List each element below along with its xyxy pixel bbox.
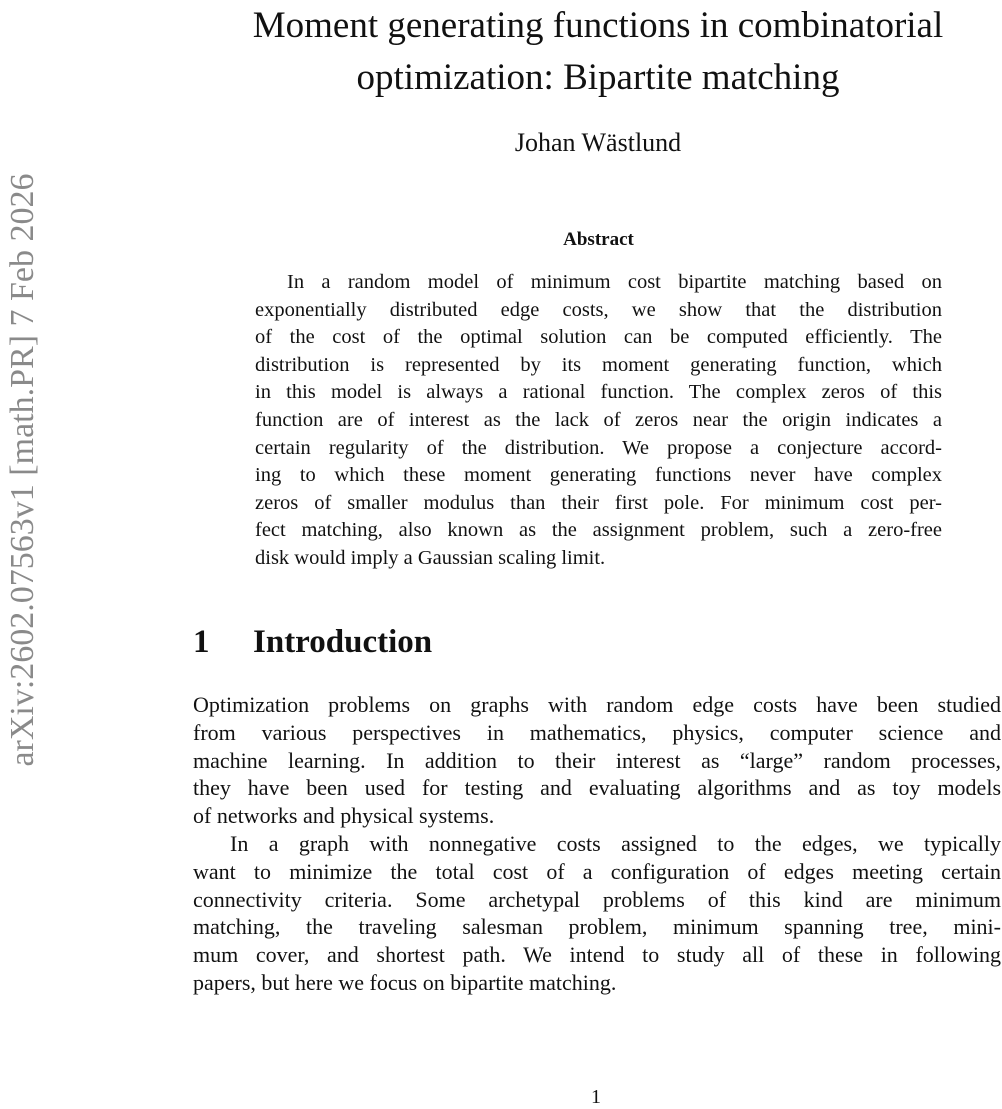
text-line: connectivity criteria. Some archetypal problems of this kind are minimum: [193, 886, 1001, 912]
text-line: Optimization problems on graphs with random edge costs have been studied: [193, 692, 1001, 717]
text-line: papers, but here we focus on bipartite matching.: [193, 969, 617, 995]
abstract-heading: Abstract: [563, 229, 634, 250]
text-line: In a graph with nonnegative costs assigned to the edges, we typically: [230, 830, 1001, 856]
text-line: ing to which these moment generating functions never have complex: [255, 464, 942, 487]
title-line: optimization: Bipartite matching: [356, 57, 840, 98]
text-line: In a random model of minimum cost bipartite matching based on: [287, 271, 942, 293]
text-line: zeros of smaller modulus than their first pole. For minimum cost per-: [255, 491, 942, 514]
title-line: Moment generating functions in combinatorial: [252, 5, 944, 46]
text-line: mum cover, and shortest path. We intend to study all of these in following: [193, 942, 1001, 968]
paper-title: [190, 0, 1002, 104]
text-line: from various perspectives in mathematics, physics, computer science and: [193, 719, 1001, 745]
text-line: exponentially distributed edge costs, we show that the distribution: [255, 298, 942, 321]
page-number: 1: [591, 1086, 601, 1108]
section-heading: [193, 624, 432, 661]
text-line: disk would imply a Gaussian scaling limit.: [255, 546, 606, 569]
text-line: want to minimize the total cost of a configuration of edges meeting certain: [193, 858, 1001, 884]
text-line: certain regularity of the distribution. We propose a conjecture accord-: [255, 436, 942, 459]
text-line: fect matching, also known as the assignment problem, such a zero-free: [255, 519, 942, 542]
text-line: machine learning. In addition to their interest as “large” random processes,: [193, 747, 1001, 773]
section-title: Introduction: [253, 624, 433, 660]
text-line: they have been used for testing and evaluating algorithms and as toy models: [193, 775, 1001, 801]
section-number: 1: [193, 624, 210, 660]
arxiv-identifier: arXiv:2602.07563v1 [math.PR] 7 Feb 2026: [4, 173, 41, 767]
text-line: matching, the traveling salesman problem, minimum spanning tree, mini-: [193, 914, 1001, 940]
text-line: of networks and physical systems.: [193, 803, 495, 829]
text-line: function are of interest as the lack of zeros near the origin indicates a: [255, 408, 942, 431]
text-line: in this model is always a rational function. The complex zeros of this: [255, 381, 942, 404]
abstract-body: [255, 269, 942, 573]
section-body: [193, 691, 1001, 997]
author-name: Johan Wästlund: [514, 128, 682, 157]
text-line: of the cost of the optimal solution can be computed efficiently. The: [255, 326, 942, 349]
text-line: distribution is represented by its moment generating function, which: [255, 353, 942, 376]
